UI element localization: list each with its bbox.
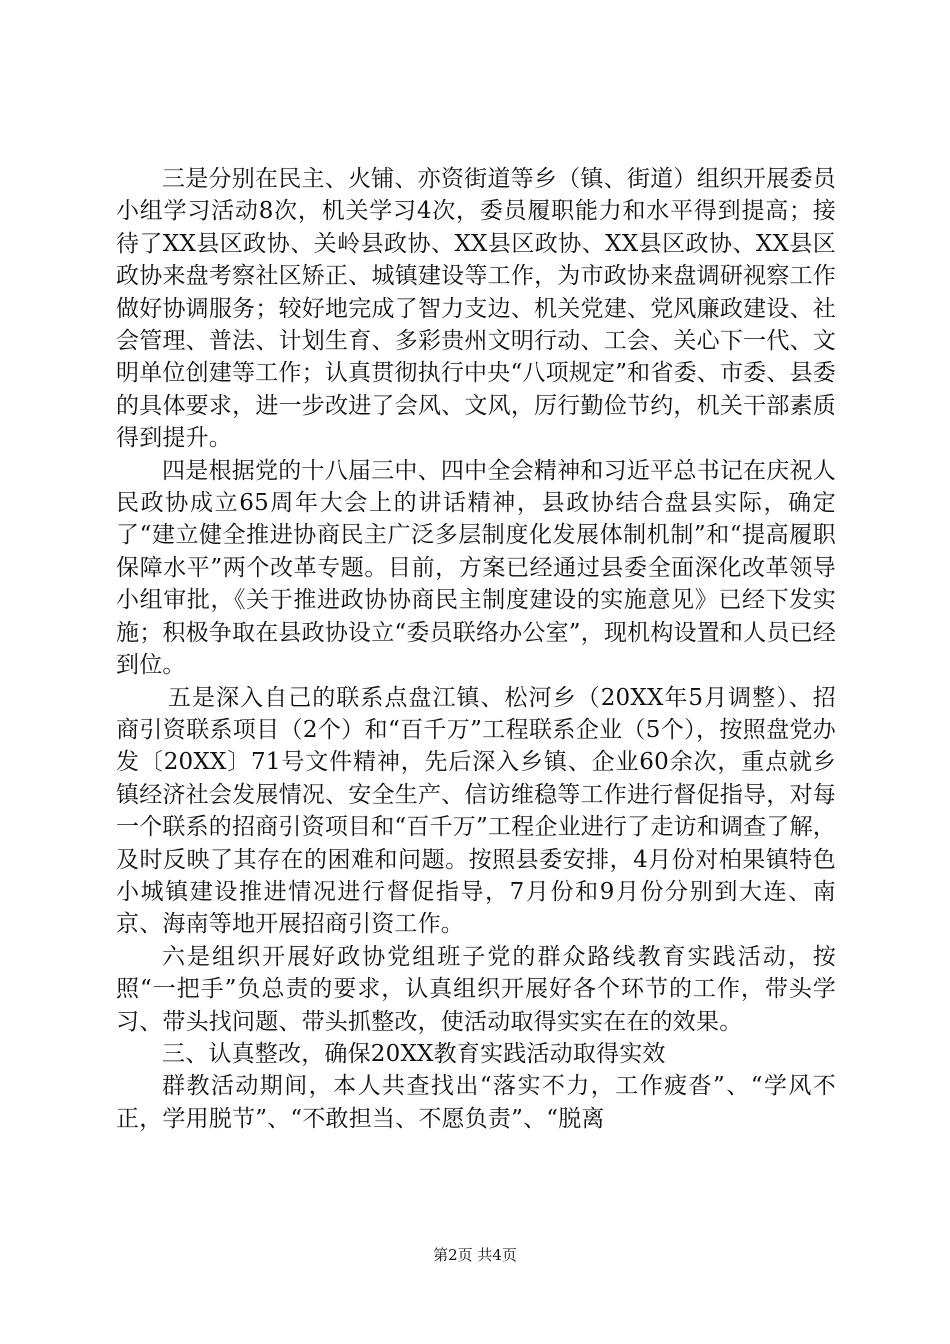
paragraph-six: 六是组织开展好政协党组班子党的群众路线教育实践活动，按照“一把手”负总责的要求，认真组织开展好各个环节的工作，带头学习、带头找问题、带头抓整改，使活动取得实实在在的效果。 — [116, 943, 836, 1035]
paragraph-four: 四是根据党的十八届三中、四中全会精神和习近平总书记在庆祝人民政协成立65周年大会上的讲话精神，县政协结合盘县实际，确定了“建立健全推进协商民主广泛多层制度化发展体制机制”和“提高履职保障水平”两个改革专题。目前，方案已经通过县委全面深化改革领导小组审批，《关于推进政协协商民主制度建设的实施意见》已经下发实施；积极争取在县政协设立“委员联络办公室”，现机构设置和人员已经到位。 — [116, 457, 836, 679]
section-heading: 三、认真整改，确保20XX教育实践活动取得实效 — [162, 1040, 666, 1067]
document-body — [116, 163, 836, 1135]
paragraph-three: 三是分别在民主、火铺、亦资街道等乡（镇、街道）组织开展委员小组学习活动8次，机关学习4次，委员履职能力和水平得到提高；接待了XX县区政协、关岭县政协、XX县区政协、XX县区政协、XX县区政协来盘考察社区矫正、城镇建设等工作，为市政协来盘调研视察工作做好协调服务；较好地完成了智力支边、机关党建、党风廉政建设、社会管理、普法、计划生育、多彩贵州文明行动、工会、关心下一代、文明单位创建等工作；认真贯彻执行中央“八项规定”和省委、市委、县委的具体要求，进一步改进了会风、文风，厉行勤俭节约，机关干部素质得到提升。 — [116, 166, 836, 452]
paragraph-five: 五是深入自己的联系点盘江镇、松河乡（20XX年5月调整）、招商引资联系项目（2个）和“百千万”工程联系企业（5个），按照盘党办发〔20XX〕71号文件精神，先后深入乡镇、企业60余次，重点就乡镇经济社会发展情况、安全生产、信访维稳等工作进行督促指导，对每一个联系的招商引资项目和“百千万”工程企业进行了走访和调查了解，及时反映了其存在的困难和问题。按照县委安排，4月份对柏果镇特色小城镇建设推进情况进行督促指导，7月份和9月份分别到大连、南京、海南等地开展招商引资工作。 — [116, 684, 836, 938]
paragraph-rectification: 群教活动期间，本人共查找出“落实不力，工作疲沓”、“学风不正，学用脱节”、“不敢担当、不愿负责”、“脱离 — [116, 1073, 836, 1132]
page-footer: 第2页 共4页 — [433, 1246, 517, 1264]
